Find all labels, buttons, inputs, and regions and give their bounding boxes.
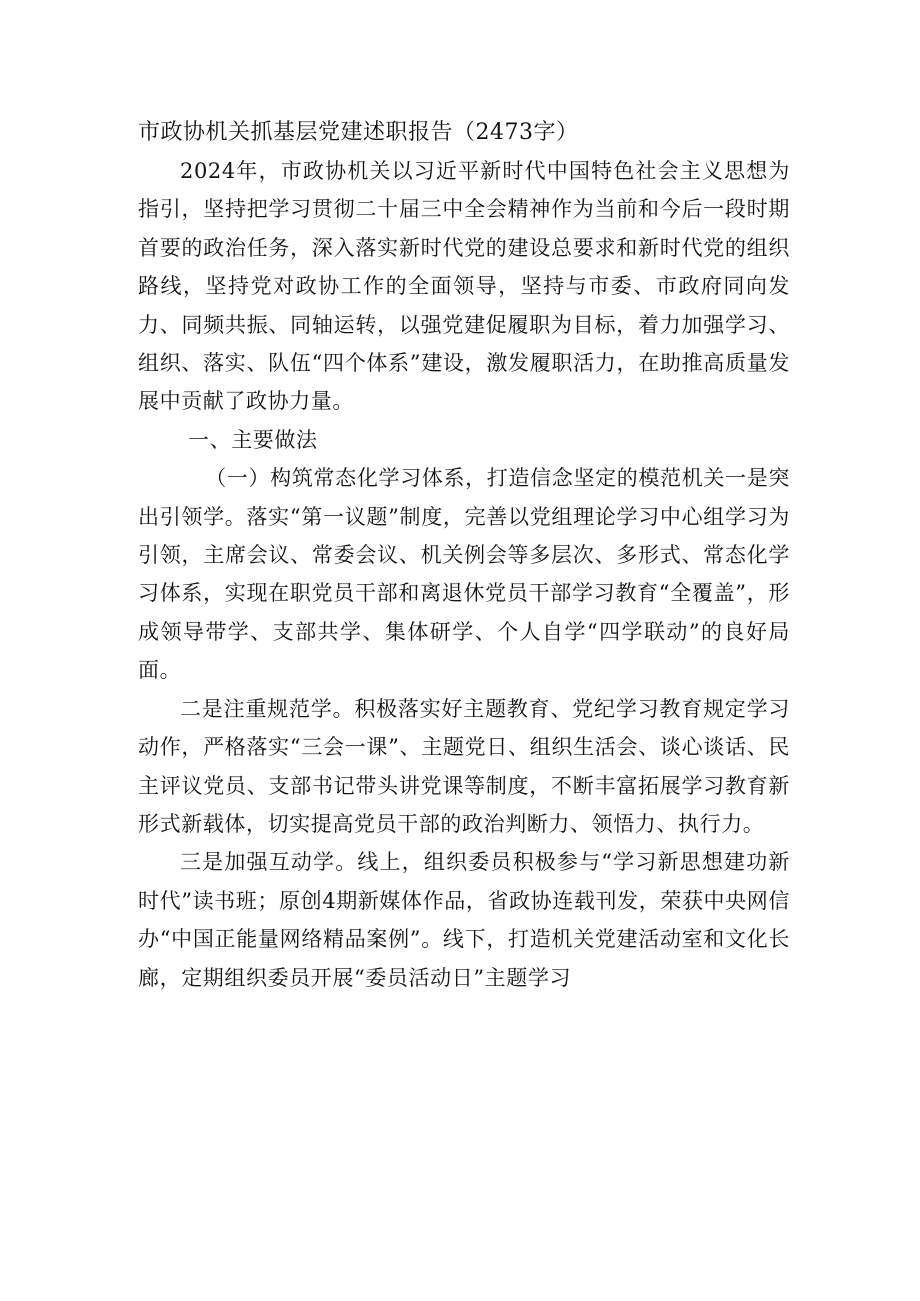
intro-paragraph: 2024年，市政协机关以习近平新时代中国特色社会主义思想为指引，坚持把学习贯彻二十届三中全会精神作为当前和今后一段时期首要的政治任务，深入落实新时代党的建设总要求和新时代党的组织路线，坚持党对政协工作的全面领导，坚持与市委、市政府同向发力、同频共振、同轴运转，以强党建促履职为目标，着力加强学习、组织、落实、队伍“四个体系”建设，激发履职活力，在助推高质量发展中贡献了政协力量。	[138, 159, 790, 414]
paragraph-two: 二是注重规范学。积极落实好主题教育、党纪学习教育规定学习动作，严格落实“三会一课”、主题党日、组织生活会、谈心谈话、民主评议党员、支部书记带头讲党课等制度，不断丰富拓展学习教育新形式新载体，切实提高党员干部的政治判断力、领悟力、执行力。	[138, 696, 790, 836]
document-title: 市政协机关抓基层党建述职报告（2473字）	[138, 120, 579, 145]
document-body	[138, 114, 790, 997]
paragraph-three: 三是加强互动学。线上，组织委员积极参与“学习新思想建功新时代”读书班；原创4期新媒体作品，省政协连载刊发，荣获中央网信办“中国正能量网络精品案例”。线下，打造机关党建活动室和文化长廊，定期组织委员开展“委员活动日”主题学习	[138, 850, 790, 990]
subsection-paragraph: （一）构筑常态化学习体系，打造信念坚定的模范机关一是突出引领学。落实“第一议题”制度，完善以党组理论学习中心组学习为引领，主席会议、常委会议、机关例会等多层次、多形式、常态化学习体系，实现在职党员干部和离退休党员干部学习教育“全覆盖”，形成领导带学、支部共学、集体研学、个人自学“四学联动”的良好局面。	[138, 466, 790, 683]
section-heading: 一、主要做法	[188, 427, 318, 452]
